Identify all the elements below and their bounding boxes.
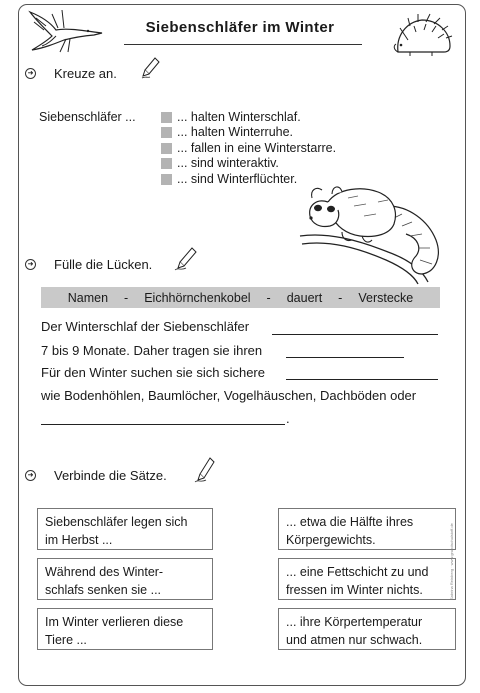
pencil-icon: [141, 56, 161, 80]
gap-text-line-1: Der Winterschlaf der Siebenschläfer: [41, 319, 250, 334]
sentence-start-1-line-1: Siebenschläfer legen sich: [45, 515, 188, 529]
instruction-luecken: Fülle die Lücken.: [54, 257, 153, 272]
sentence-start-2[interactable]: [37, 558, 213, 600]
gap-text-line-2: 7 bis 9 Monate. Daher tragen sie ihren: [41, 343, 263, 358]
pencil-icon: [174, 246, 198, 272]
gap-blank-3[interactable]: [286, 379, 438, 380]
gap-blank-1[interactable]: [272, 334, 438, 335]
sentence-end-1-line-2: Körpergewichts.: [286, 533, 376, 547]
sentence-start-1-line-2: im Herbst ...: [45, 533, 113, 547]
word-verstecke: Verstecke: [358, 290, 414, 305]
option-winterfluechter: ... sind Winterflüchter.: [177, 172, 298, 186]
sentence-start-2-line-2: schlafs senken sie ...: [45, 583, 162, 597]
options-lead: Siebenschläfer ...: [39, 110, 136, 124]
gap-text-line-3: Für den Winter suchen sie sich sichere: [41, 365, 265, 380]
sentence-end-2-line-2: fressen im Winter nichts.: [286, 583, 423, 597]
checkbox-winterfluechter[interactable]: [161, 174, 172, 185]
word-separator: -: [266, 290, 271, 305]
checkbox-winteraktiv[interactable]: [161, 158, 172, 169]
option-winterstarre: ... fallen in eine Winterstarre.: [177, 141, 337, 155]
sentence-start-2-line-1: Während des Winter-: [45, 565, 164, 579]
instruction-verbinde: Verbinde die Sätze.: [54, 468, 167, 483]
sentence-end-2[interactable]: [278, 558, 456, 600]
arrow-circle-icon: ➜: [25, 68, 36, 79]
word-bank: [41, 287, 440, 308]
option-winteraktiv: ... sind winteraktiv.: [177, 156, 279, 170]
gap-text-line-4: wie Bodenhöhlen, Baumlöcher, Vogelhäuschen, Dachböden oder: [41, 388, 417, 403]
gap-blank-4[interactable]: [41, 424, 285, 425]
sentence-end-3-line-1: ... ihre Körpertemperatur: [286, 615, 423, 629]
title-underline: [124, 44, 362, 45]
word-separator: -: [124, 290, 129, 305]
sentence-start-3-line-1: Im Winter verlieren diese: [45, 615, 184, 629]
dormouse-illustration: [298, 176, 446, 286]
gap-blank-2[interactable]: [286, 357, 404, 358]
pencil-icon: [194, 456, 216, 484]
checkbox-winterruhe[interactable]: [161, 127, 172, 138]
arrow-circle-icon: ➜: [25, 259, 36, 270]
page-title: Siebenschläfer im Winter: [145, 19, 335, 36]
word-eichhoernchenkobel: Eichhörnchenkobel: [144, 290, 251, 305]
sentence-end-2-line-1: ... eine Fettschicht zu und: [286, 565, 429, 579]
sentence-end-1-line-1: ... etwa die Hälfte ihres: [286, 515, 414, 529]
instruction-kreuze: Kreuze an.: [54, 66, 117, 81]
checkbox-winterstarre[interactable]: [161, 143, 172, 154]
word-separator: -: [338, 290, 343, 305]
word-namen: Namen: [67, 290, 109, 305]
hedgehog-illustration: [392, 12, 454, 58]
checkbox-winterschlaf[interactable]: [161, 112, 172, 123]
word-dauert: dauert: [286, 290, 323, 305]
sentence-start-1[interactable]: [37, 508, 213, 550]
arrow-circle-icon: ➜: [25, 470, 36, 481]
sentence-end-3-line-2: und atmen nur schwach.: [286, 633, 423, 647]
sentence-start-3-line-2: Tiere ...: [45, 633, 87, 647]
author-credit: Sabrina Reinberg · www.grundschulstoff.de: [449, 523, 454, 600]
sentence-end-3[interactable]: [278, 608, 456, 650]
gap-text-period: .: [286, 411, 290, 426]
sentence-end-1[interactable]: [278, 508, 456, 550]
option-winterschlaf: ... halten Winterschlaf.: [177, 110, 301, 124]
sentence-start-3[interactable]: [37, 608, 213, 650]
option-winterruhe: ... halten Winterruhe.: [177, 125, 294, 139]
